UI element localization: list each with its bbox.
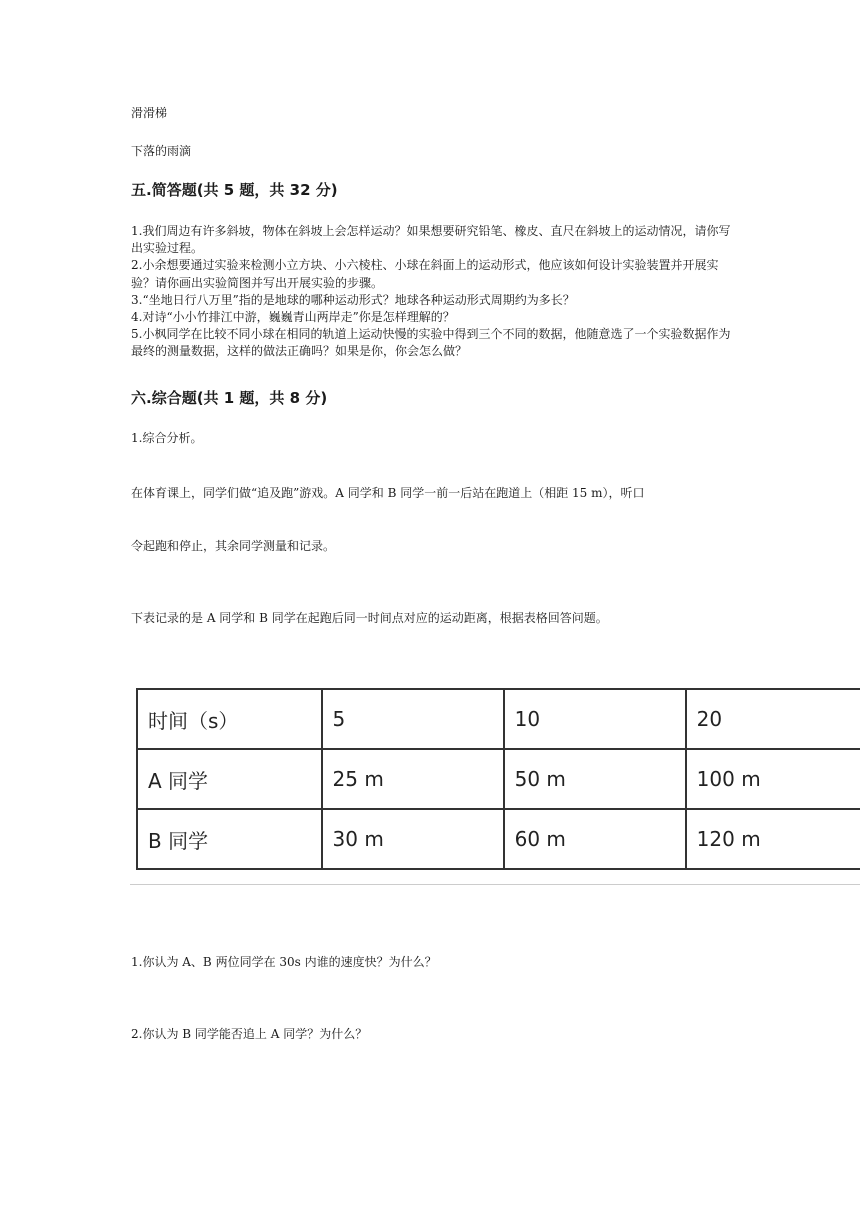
item-slide: 滑滑梯 — [131, 106, 168, 120]
section6-intro: 1.综合分析。 — [131, 431, 203, 445]
question-3: 3.“坐地日行八万里”指的是地球的哪种运动形式？地球各种运动形式周期约为多长？ — [131, 292, 575, 307]
question-4: 4.对诗“小小竹排江中游，巍巍青山两岸走”你是怎样理解的？ — [131, 310, 455, 325]
table-cell: 120 m — [686, 809, 860, 869]
table-row — [137, 809, 860, 869]
question-2: 2.小余想要通过实验来检测小立方块、小六棱柱、小球在斜面上的运动形式，他应该如何设计实验装置并开展实验？请你画出实验简图并写出开展实验的步骤。 — [131, 258, 719, 290]
sub-question-1: 1.你认为 A、B 两位同学在 30s 内谁的速度快？为什么？ — [131, 955, 437, 969]
table-cell: B 同学 — [137, 809, 322, 869]
scenario-line-1: 在体育课上，同学们做“追及跑”游戏。A 同学和 B 同学一前一后站在跑道上（相距 15 m），听口 — [131, 486, 645, 500]
table-row — [137, 749, 860, 809]
table-cell: 时间（s） — [137, 689, 322, 749]
distance-table — [136, 688, 860, 870]
item-raindrop: 下落的雨滴 — [131, 144, 192, 158]
section5-heading: 五.简答题(共 5 题，共 32 分) — [131, 181, 338, 199]
section6-heading: 六.综合题(共 1 题，共 8 分) — [131, 389, 328, 407]
table-cell: 30 m — [322, 809, 504, 869]
question-5: 5.小枫同学在比较不同小球在相同的轨道上运动快慢的实验中得到三个不同的数据，他随意选了一个实验数据作为最终的测量数据，这样的做法正确吗？如果是你，你会怎么做？ — [131, 327, 731, 359]
table-cell: 60 m — [504, 809, 686, 869]
table-cell: 100 m — [686, 749, 860, 809]
table-cell: 10 — [504, 689, 686, 749]
question-1: 1.我们周边有许多斜坡，物体在斜坡上会怎样运动？如果想要研究铅笔、橡皮、直尺在斜坡上的运动情况，请你写出实验过程。 — [131, 224, 731, 256]
scenario-line-2: 令起跑和停止，其余同学测量和记录。 — [131, 539, 336, 553]
table-image — [130, 684, 860, 885]
table-intro: 下表记录的是 A 同学和 B 同学在起跑后同一时间点对应的运动距离，根据表格回答问题。 — [131, 611, 608, 625]
table-row — [137, 689, 860, 749]
sub-question-2: 2.你认为 B 同学能否追上 A 同学？为什么？ — [131, 1027, 368, 1041]
table-cell: 50 m — [504, 749, 686, 809]
table-cell: A 同学 — [137, 749, 322, 809]
table-cell: 5 — [322, 689, 504, 749]
table-cell: 20 — [686, 689, 860, 749]
table-cell: 25 m — [322, 749, 504, 809]
section5-questions — [131, 223, 731, 361]
